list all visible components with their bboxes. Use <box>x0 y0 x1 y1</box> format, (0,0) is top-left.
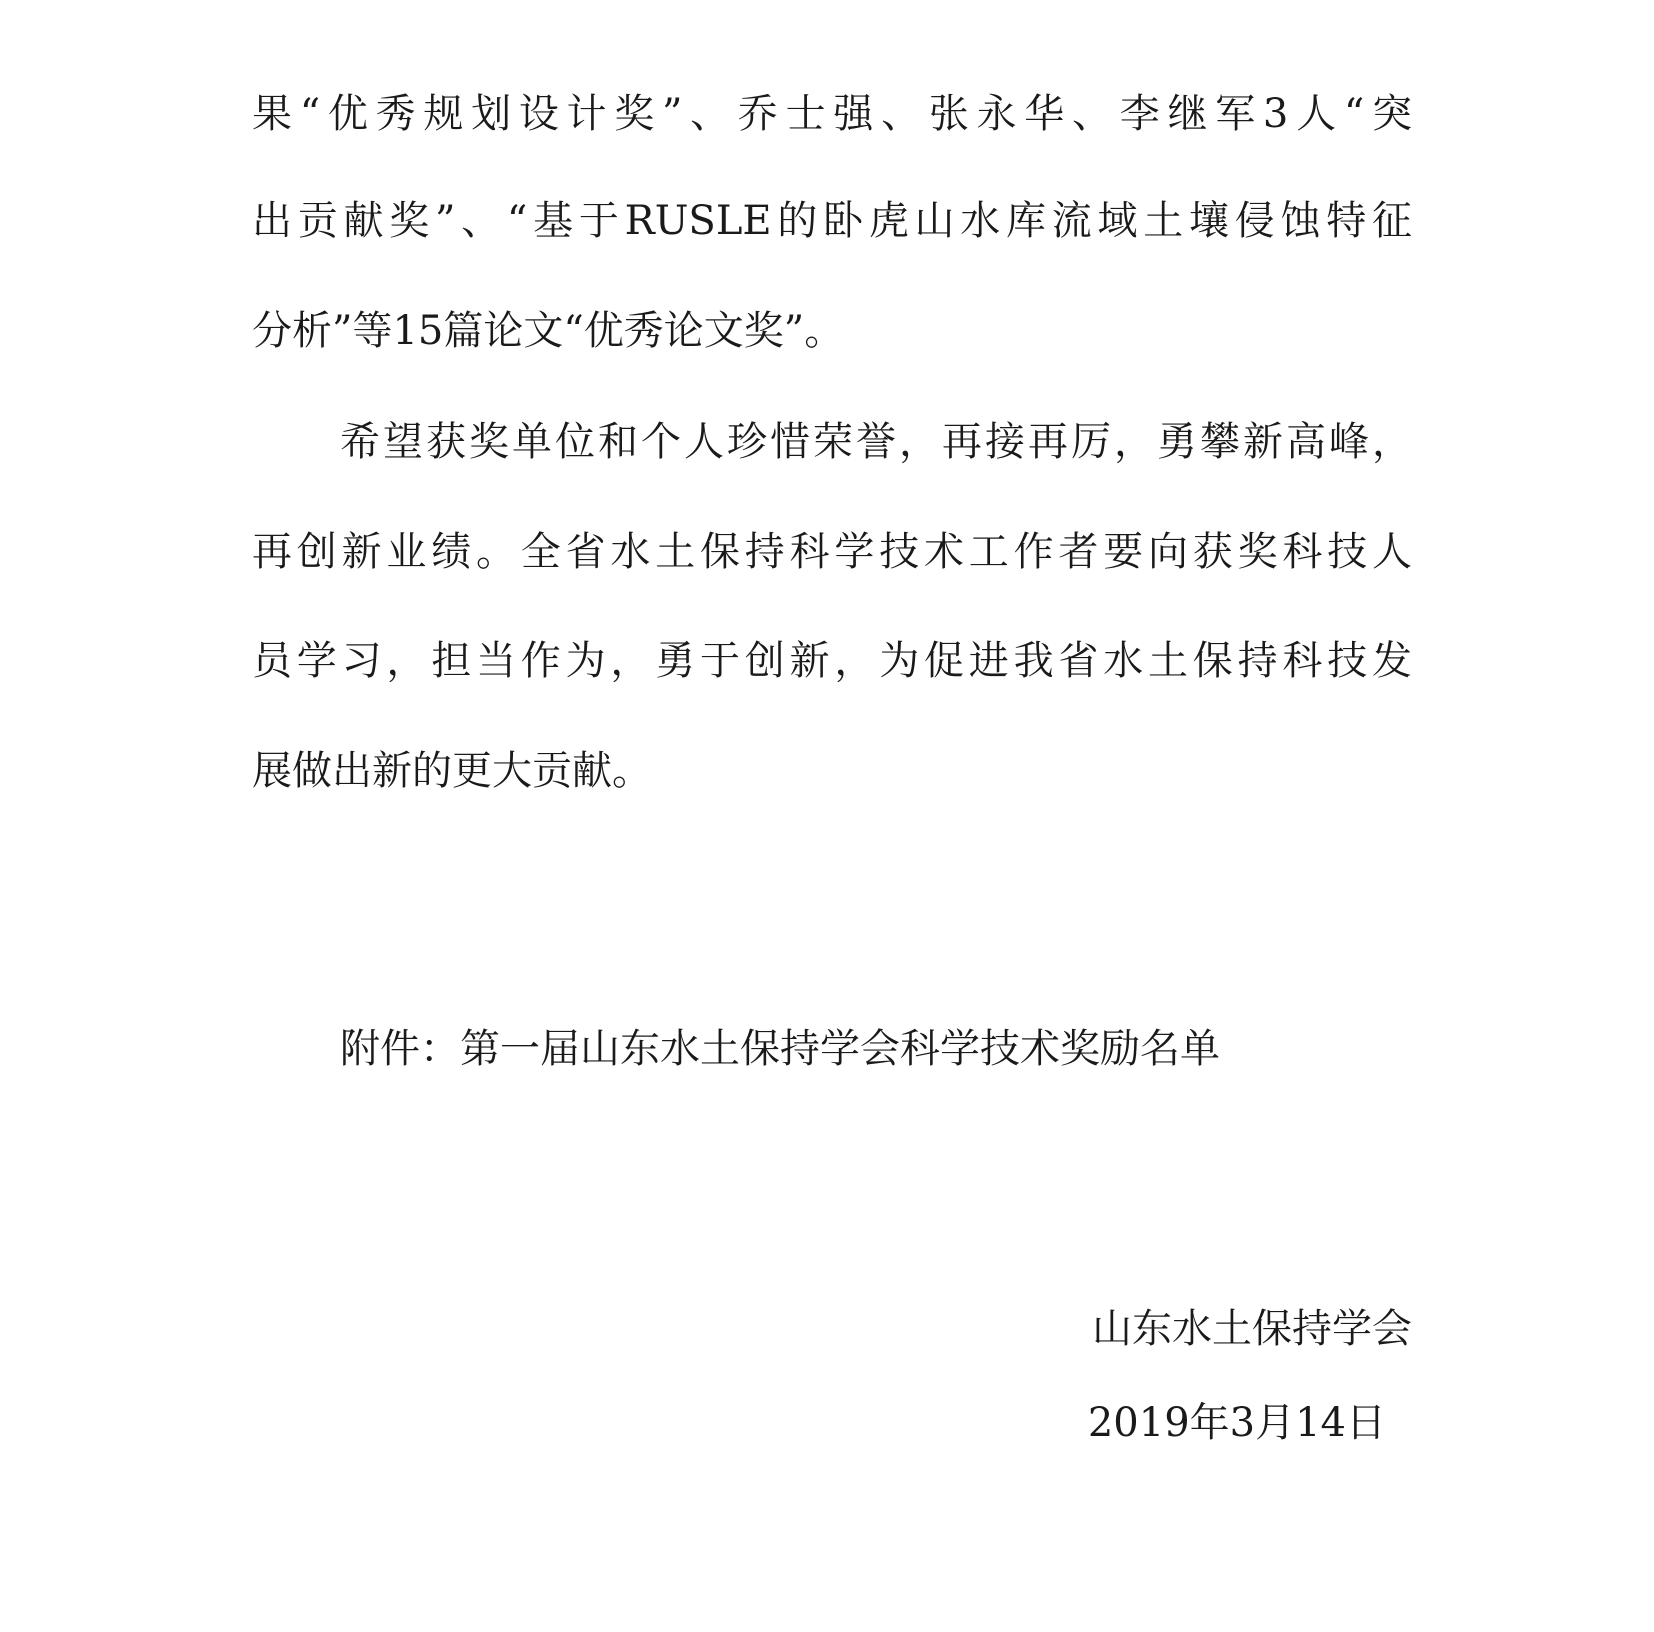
paragraph-1-line-3: 分析”等15篇论文“优秀论文奖”。 <box>252 308 845 354</box>
paragraph-2-line-3: 员学习，担当作为，勇于创新，为促进我省水土保持科技发 <box>252 638 1412 684</box>
signature-date: 2019年3月14日 <box>1087 1400 1386 1446</box>
paragraph-2-line-1: 希望获奖单位和个人珍惜荣誉，再接再厉，勇攀新高峰， <box>340 419 1412 465</box>
paragraph-2-line-2: 再创新业绩。全省水土保持科学技术工作者要向获奖科技人 <box>252 529 1412 575</box>
paragraph-1-line-1: 果“优秀规划设计奖”、乔士强、张永华、李继军3人“突 <box>252 91 1412 137</box>
attachment-note: 附件：第一届山东水土保持学会科学技术奖励名单 <box>340 1026 1220 1072</box>
paragraph-2-line-4: 展做出新的更大贡献。 <box>252 748 652 794</box>
paragraph-1-line-2: 出贡献奖”、“基于RUSLE的卧虎山水库流域土壤侵蚀特征 <box>252 198 1412 244</box>
signature-organization: 山东水土保持学会 <box>1092 1306 1412 1352</box>
